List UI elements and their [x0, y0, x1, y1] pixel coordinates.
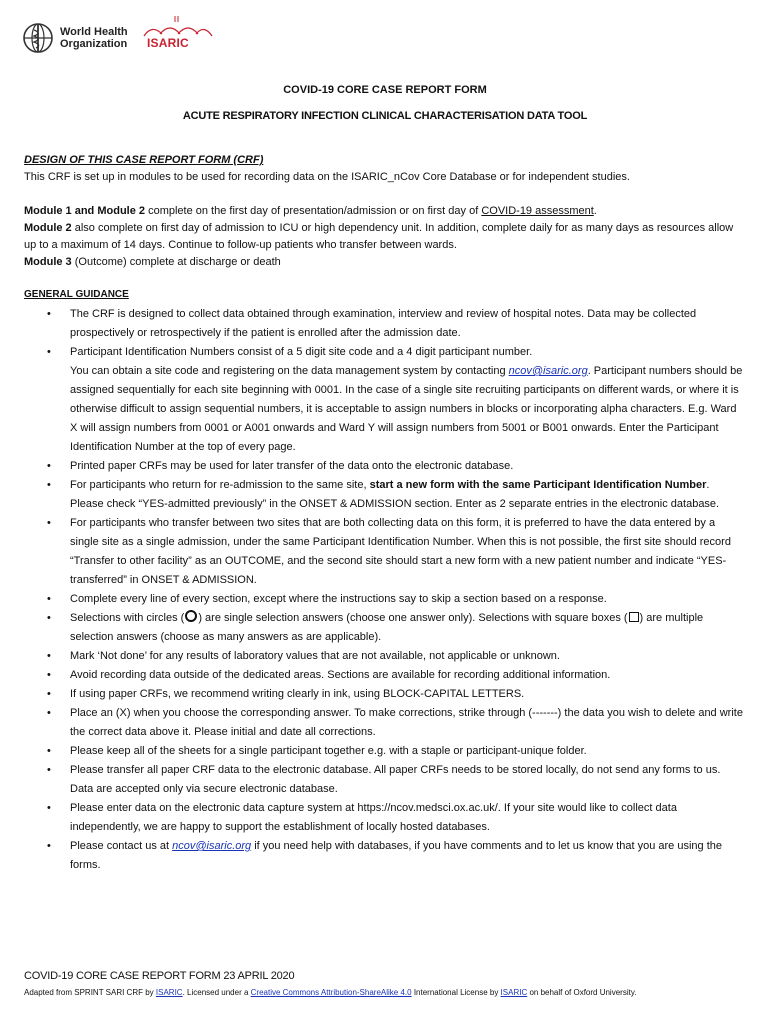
list-item [24, 761, 746, 799]
module-2-text: also complete on first day of admission to ICU or high dependency unit. In addition, complete daily for as many days as resources allow up to a maximum of 14 days. Continue to follow-up patients who transfer between wards. [24, 222, 734, 251]
list-item [24, 647, 746, 666]
who-emblem-icon [22, 22, 54, 54]
module-1-2-text: complete on the first day of presentation/admission or on first day of [145, 205, 482, 217]
list-item [24, 476, 746, 514]
guidance-text: For participants who transfer between two sites that are both collecting data on this form, it is preferred to have the data entered by a single site as a single admission, under the same Participant Identification Number. When this is not possible, the first site should record “Transfer to other facility” as an OUTCOME, and the second site should start a new form with a new patient number and indicate “YES-transferred” in ONSET & ADMISSION. [70, 517, 731, 586]
circle-selection-icon [185, 610, 197, 622]
guidance-text: Please enter data on the electronic data capture system at https://ncov.medsci.ox.ac.uk/. If your site would like to collect data independently, we are happy to support the establishment of locally hosted databases. [70, 802, 677, 833]
isaric-link[interactable]: ISARIC [155, 988, 183, 997]
bullet-icon: • [47, 460, 51, 472]
footer-text: . Licensed under a [182, 988, 251, 997]
guidance-text: . Participant numbers should be assigned sequentially for each site beginning with 0001. In the case of a single site recruiting participants on different wards, or where it is otherwise difficult to assign sequential numbers, it is acceptable to assign numbers in blocks or incorporating alpha characters. E.g. Ward X will assign numbers from 0001 or A001 onwards and Ward Y will assign numbers from 5001 or B001 onwards. Enter the Participant Identification Number at the top of every page. [70, 365, 743, 453]
guidance-list [24, 305, 746, 875]
bullet-icon: • [47, 593, 51, 605]
square-box-icon [629, 612, 639, 622]
footer-text: Adapted from SPRINT SARI CRF by [24, 988, 156, 997]
list-item [24, 666, 746, 685]
list-item [24, 590, 746, 609]
bullet-icon: • [47, 688, 51, 700]
bullet-icon: • [47, 707, 51, 719]
isaric-logo [138, 14, 218, 54]
creative-commons-link[interactable]: Creative Commons Attribution-ShareAlike 4.0 [250, 988, 412, 997]
module-3-paragraph [24, 254, 746, 271]
footer-license [24, 988, 636, 997]
guidance-text: Selections with circles ( [70, 612, 185, 624]
list-item [24, 837, 746, 875]
bullet-icon: • [47, 764, 51, 776]
guidance-text: The CRF is designed to collect data obtained through examination, interview and review of hospital notes. Data may be collected prospectively or retrospectively if the patient is enrolled after the admission date. [70, 308, 697, 339]
module-1-2-label: Module 1 and Module 2 [24, 205, 146, 217]
design-intro: This CRF is set up in modules to be used for recording data on the ISARIC_nCov Core Database or for independent studies. [24, 171, 630, 183]
list-item [24, 742, 746, 761]
guidance-text: ) are single selection answers (choose one answer only). Selections with square boxes ( [198, 612, 628, 624]
guidance-text: For participants who return for re-admission to the same site, [70, 479, 370, 491]
list-item [24, 609, 746, 647]
ncov-contact-email-link[interactable]: ncov@isaric.org [172, 840, 252, 852]
design-heading: DESIGN OF THIS CASE REPORT FORM (CRF) [24, 154, 264, 166]
module-1-2-paragraph [24, 203, 746, 220]
guidance-text: . Please check “YES-admitted previously” in the ONSET & ADMISSION section. Enter as 2 separate entries in the electronic database. [70, 479, 720, 510]
ncov-email-link[interactable]: ncov@isaric.org [508, 365, 588, 377]
module-1-2-end: . [593, 205, 597, 217]
isaric-license-link[interactable]: ISARIC [500, 988, 528, 997]
list-item [24, 457, 746, 476]
covid-assessment-link[interactable]: COVID-19 assessment [481, 205, 594, 217]
list-item [24, 514, 746, 590]
guidance-text: Avoid recording data outside of the dedicated areas. Sections are available for recording additional information. [70, 669, 611, 681]
bullet-icon: • [47, 346, 51, 358]
module-2-paragraph [24, 220, 746, 254]
footer-text: on behalf of Oxford University. [527, 988, 637, 997]
who-name-line2: Organization [60, 38, 128, 50]
general-guidance-heading: GENERAL GUIDANCE [24, 289, 129, 300]
list-item [24, 305, 746, 343]
guidance-text: You can obtain a site code and registering on the data management system by contacting [70, 365, 509, 377]
guidance-text: If using paper CRFs, we recommend writing clearly in ink, using BLOCK-CAPITAL LETTERS. [70, 688, 525, 700]
bullet-icon: • [47, 802, 51, 814]
guidance-text: Complete every line of every section, except where the instructions say to skip a section based on a response. [70, 593, 607, 605]
guidance-text: Please contact us at [70, 840, 173, 852]
bullet-icon: • [47, 669, 51, 681]
list-item [24, 704, 746, 742]
bullet-icon: • [47, 479, 51, 491]
guidance-bold-text: start a new form with the same Participant Identification Number [369, 479, 707, 491]
guidance-text: Mark ‘Not done’ for any results of laboratory values that are not available, not applicable or unknown. [70, 650, 560, 662]
list-item [24, 799, 746, 837]
guidance-text: Please keep all of the sheets for a single participant together e.g. with a staple or participant-unique folder. [70, 745, 587, 757]
footer-form-date: COVID-19 CORE CASE REPORT FORM 23 APRIL 2020 [24, 970, 295, 982]
bullet-icon: • [47, 308, 51, 320]
guidance-text: Please transfer all paper CRF data to the electronic database. All paper CRFs needs to be stored locally, do not send any forms to us. Data are accepted only via secure electronic database. [70, 764, 721, 795]
bullet-icon: • [47, 612, 51, 624]
who-logo [22, 20, 132, 56]
guidance-text: if you need help with databases, if you have comments and to let us know that you are using the forms. [70, 840, 722, 871]
who-name-line1: World Health [60, 26, 128, 38]
document-body [24, 152, 746, 875]
guidance-text: Place an (X) when you choose the corresponding answer. To make corrections, strike through (-------) the data you wish to delete and write the correct data above it. Please initial and date all corrections. [70, 707, 743, 738]
list-item [24, 685, 746, 704]
bullet-icon: • [47, 517, 51, 529]
module-3-label: Module 3 [24, 256, 72, 268]
guidance-text: Participant Identification Numbers consist of a 5 digit site code and a 4 digit participant number. [70, 346, 533, 358]
bullet-icon: • [47, 745, 51, 757]
module-3-text: (Outcome) complete at discharge or death [71, 256, 281, 268]
form-title: COVID-19 CORE CASE REPORT FORM [283, 84, 487, 96]
footer-text: International License by [411, 988, 501, 997]
isaric-arcs-icon [138, 14, 218, 38]
guidance-text: ) are multiple selection answers (choose as many answers as are applicable). [70, 612, 704, 643]
list-item [24, 343, 746, 457]
module-2-label: Module 2 [24, 222, 72, 234]
bullet-icon: • [47, 650, 51, 662]
bullet-icon: • [47, 840, 51, 852]
isaric-wordmark: ISARIC [147, 36, 189, 50]
guidance-text: Printed paper CRFs may be used for later transfer of the data onto the electronic database. [70, 460, 514, 472]
form-subtitle: ACUTE RESPIRATORY INFECTION CLINICAL CHARACTERISATION DATA TOOL [182, 110, 588, 122]
